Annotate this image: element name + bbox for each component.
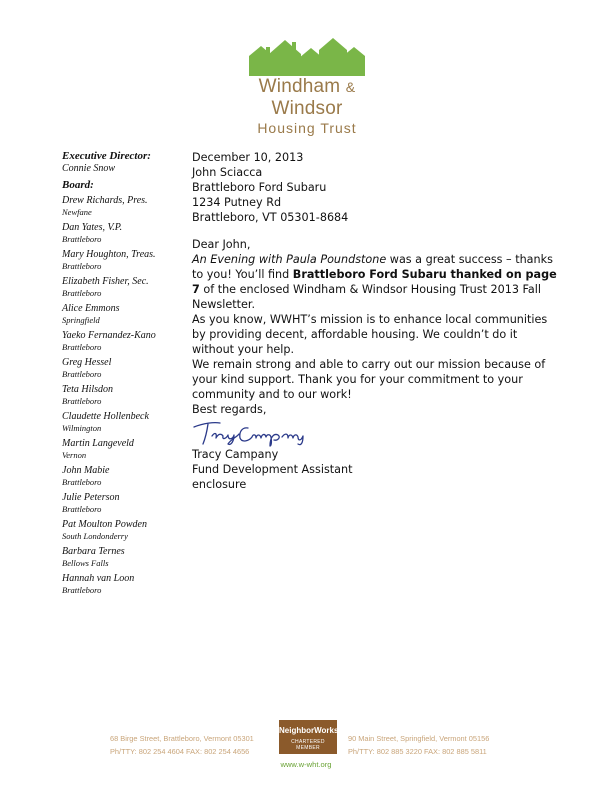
board-member xyxy=(62,573,182,595)
board-member xyxy=(62,465,182,487)
board-member-name: Martin Langeveld xyxy=(62,438,134,449)
board-member xyxy=(62,411,182,433)
address-line: Brattleboro, VT 05301-8684 xyxy=(192,211,349,224)
board-member xyxy=(62,492,182,514)
handwritten-signature xyxy=(190,417,350,447)
badge-subtitle: CHARTERED MEMBER xyxy=(291,739,325,751)
board-member xyxy=(62,357,182,379)
neighborworks-badge xyxy=(279,720,337,754)
footer-left xyxy=(110,732,254,758)
board-member-town: Springfield xyxy=(62,315,100,325)
signer-name: Tracy Campany xyxy=(192,448,279,461)
badge-title: NeighborWorks xyxy=(279,726,339,735)
paragraph-1-text-a: was a great success – thanks to you! You’ll find xyxy=(192,253,553,281)
paragraph-3: We remain strong and able to carry out our mission because of your kind support. Thank you for your commitment to your community and to our work! xyxy=(192,358,546,401)
board-member-name: Claudette Hollenbeck xyxy=(62,411,149,422)
board-member-town: Brattleboro xyxy=(62,234,102,244)
board-member xyxy=(62,330,182,352)
board-member-name: Barbara Ternes xyxy=(62,546,125,557)
board-sidebar xyxy=(62,150,182,600)
board-member-town: Bellows Falls xyxy=(62,558,109,568)
board-member xyxy=(62,222,182,244)
board-member-town: Brattleboro xyxy=(62,342,102,352)
board-member xyxy=(62,195,182,217)
board-member-town: Brattleboro xyxy=(62,396,102,406)
board-member-town: Brattleboro xyxy=(62,261,102,271)
logo-name-right: Windsor xyxy=(271,98,343,119)
board-member xyxy=(62,438,182,460)
board-member-name: Julie Peterson xyxy=(62,492,120,503)
board-member-name: Greg Hessel xyxy=(62,357,112,368)
board-heading: Board: xyxy=(62,179,94,191)
houses-logo-icon xyxy=(247,36,367,78)
paragraph-1-bold: Brattleboro Ford Subaru thanked on page 7 xyxy=(192,268,557,296)
board-member-list xyxy=(62,195,182,595)
website-link[interactable]: www.w-wht.org xyxy=(280,760,332,769)
logo-name xyxy=(222,76,392,120)
board-member-name: Pat Moulton Powden xyxy=(62,519,147,530)
logo-name-left: Windham xyxy=(258,76,341,97)
letter-body xyxy=(192,150,562,492)
paragraph-1-text-b: of the enclosed Windham & Windsor Housing Trust 2013 Fall Newsletter. xyxy=(192,283,541,311)
board-member-name: Drew Richards, Pres. xyxy=(62,195,148,206)
board-member-town: Brattleboro xyxy=(62,477,102,487)
event-title: An Evening with Paula Poundstone xyxy=(192,253,387,266)
board-member xyxy=(62,519,182,541)
paragraph-2: As you know, WWHT’s mission is to enhance local communities by providing decent, affordable housing. We couldn’t do it without your help. xyxy=(192,313,548,356)
address-line: 1234 Putney Rd xyxy=(192,196,282,209)
enclosure-note: enclosure xyxy=(192,478,247,491)
organization-logo xyxy=(222,36,392,136)
brattleboro-address: 68 Birge Street, Brattleboro, Vermont 05301 xyxy=(110,734,254,743)
brattleboro-phone: Ph/TTY: 802 254 4604 FAX: 802 254 4656 xyxy=(110,747,250,756)
recipient-address xyxy=(192,165,562,225)
board-member-name: Teta Hilsdon xyxy=(62,384,114,395)
board-member xyxy=(62,303,182,325)
logo-subtitle: Housing Trust xyxy=(257,120,357,136)
board-member-town: Wilmington xyxy=(62,423,102,433)
board-member xyxy=(62,384,182,406)
board-member xyxy=(62,276,182,298)
ampersand-icon: & xyxy=(345,79,356,95)
board-member-name: Elizabeth Fisher, Sec. xyxy=(62,276,149,287)
paragraph-1 xyxy=(192,252,562,312)
board-member-town: Brattleboro xyxy=(62,288,102,298)
board-member-town: South Londonderry xyxy=(62,531,128,541)
address-line: John Sciacca xyxy=(192,166,263,179)
signer-title: Fund Development Assistant xyxy=(192,463,353,476)
letter-date: December 10, 2013 xyxy=(192,151,304,164)
board-member-name: Mary Houghton, Treas. xyxy=(62,249,156,260)
exec-director-name: Connie Snow xyxy=(62,163,116,174)
board-member-name: Alice Emmons xyxy=(62,303,120,314)
board-member-name: John Mabie xyxy=(62,465,110,476)
closing: Best regards, xyxy=(192,403,267,416)
board-member-town: Newfane xyxy=(62,207,92,217)
address-line: Brattleboro Ford Subaru xyxy=(192,181,327,194)
board-member-town: Brattleboro xyxy=(62,585,102,595)
board-member xyxy=(62,249,182,271)
board-member-name: Dan Yates, V.P. xyxy=(62,222,123,233)
springfield-phone: Ph/TTY: 802 885 3220 FAX: 802 885 5811 xyxy=(348,747,487,756)
greeting: Dear John, xyxy=(192,238,251,251)
board-member-town: Brattleboro xyxy=(62,369,102,379)
board-member-name: Yaeko Fernandez-Kano xyxy=(62,330,156,341)
board-member-town: Brattleboro xyxy=(62,504,102,514)
footer-right xyxy=(348,732,489,758)
springfield-address: 90 Main Street, Springfield, Vermont 05156 xyxy=(348,734,490,743)
board-member xyxy=(62,546,182,568)
exec-director-heading: Executive Director: xyxy=(62,150,151,162)
board-member-town: Vernon xyxy=(62,450,87,460)
board-member-name: Hannah van Loon xyxy=(62,573,135,584)
